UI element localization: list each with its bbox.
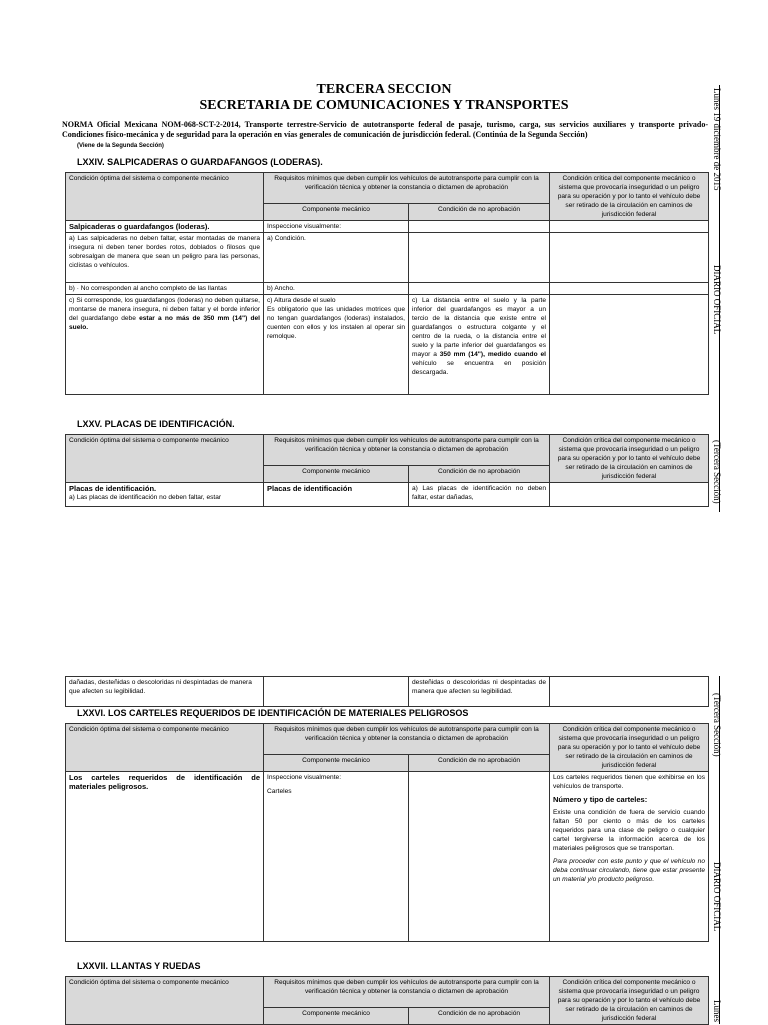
row-cell-empty [550, 283, 709, 295]
cell-subheading: Número y tipo de carteles: [553, 795, 648, 804]
cell-text: c) La distancia entre el suelo y la parte inferior del guardafangos es mayor a un tercio de la distancia que existe entre el guardafangos o estructura colgante y el centro de la rueda, o la distancia entre el suelo y la parte inferior del guardafangos es mayor a [412, 297, 547, 358]
header-no-aprobacion: Condición de no aprobación [409, 1007, 550, 1024]
cell-text: Es obligatorio que las unidades motrices que no tengan guardafangos (loderas) instalados, cuenten con ellos y los instalen al operar sin remolque. [267, 306, 405, 340]
row-cell: b) · No corresponden al ancho completo de las llantas [66, 283, 264, 295]
header-componente: Componente mecánico [264, 754, 409, 771]
section-lxxvii-title: LXXVII. LLANTAS Y RUEDAS [77, 961, 201, 971]
row-cell: b) Ancho. [264, 283, 409, 295]
cell-text: c) Altura desde el suelo [267, 297, 336, 304]
row-cell: a) Las placas de identificación no deben faltar, estar dañadas, [409, 483, 550, 507]
header-no-aprobacion: Condición de no aprobación [409, 754, 550, 771]
side-date-top: Lunes 19 diciembre de 2015 [712, 88, 722, 191]
row-cell-empty [550, 233, 709, 283]
cell-text: Inspeccione visualmente: [267, 774, 342, 781]
table-lxxvi [65, 723, 709, 942]
cell-text-italic: Para proceder con este punto y que el vehículo no deba continuar circulando, tiene que estar presente un material y/o producto peligroso. [553, 858, 706, 883]
side-date-bottom: Lunes [712, 1000, 722, 1022]
row-cell-empty [264, 677, 409, 707]
cell-text: Los carteles requeridos tienen que exhibirse en los vehículos de transporte. [553, 774, 706, 790]
header-condicion-critica: Condición crítica del componente mecánico o sistema que provocaría inseguridad o un peligro para su operación y por lo tanto el vehículo debe ser retirado de la circulación en caminos de jurisdicción federal [550, 977, 709, 1025]
row-cell [264, 772, 409, 942]
table-lxxv [65, 434, 709, 507]
cell-text-bold: estar a no más de 350 mm (14") del suelo. [69, 315, 260, 331]
ministry-title: SECRETARIA DE COMUNICACIONES Y TRANSPORTES [199, 98, 569, 113]
row-label: Salpicaderas o guardafangos (loderas). [66, 221, 264, 233]
header-condicion-optima: Condición óptima del sistema o componente mecánico [66, 435, 264, 483]
row-cell [264, 295, 409, 395]
table-lxxvii [65, 976, 709, 1025]
header-componente: Componente mecánico [264, 465, 409, 482]
table-lxxiv [65, 172, 709, 395]
header-no-aprobacion: Condición de no aprobación [409, 465, 550, 482]
header-no-aprobacion: Condición de no aprobación [409, 203, 550, 220]
cell-text: a) Las placas de identificación no deben faltar, estar [69, 494, 222, 501]
cell-text: c) Si corresponde, los guardafangos (loderas) no deben quitarse, montarse de manera insegura, ni deben faltar y el borde inferior del guardafango debe [69, 297, 260, 322]
row-label: Los carteles requeridos de identificación de materiales peligrosos. [66, 772, 264, 942]
header-componente: Componente mecánico [264, 203, 409, 220]
row-cell [66, 483, 264, 507]
viene-note: (Viene de la Segunda Sección) [77, 143, 164, 149]
header-requisitos: Requisitos mínimos que deben cumplir los vehículos de autotransporte para cumplir con la verificación técnica y obtener la constancia o dictamen de aprobación [264, 724, 550, 755]
section-lxxv-title: LXXV. PLACAS DE IDENTIFICACIÓN. [77, 419, 235, 429]
row-cell-empty [409, 283, 550, 295]
row-cell-empty [409, 233, 550, 283]
header-componente: Componente mecánico [264, 1007, 409, 1024]
row-cell-empty [550, 221, 709, 233]
row-cell-empty [550, 295, 709, 395]
header-condicion-critica: Condición crítica del componente mecánico o sistema que provocaría inseguridad o un peligro para su operación y por lo tanto el vehículo debe ser retirado de la circulación en caminos de jurisdicción federal [550, 435, 709, 483]
row-cell-empty [550, 483, 709, 507]
row-cell: a) Las salpicaderas no deben faltar, estar montadas de manera insegura ni deben tener bordes rotos, doblados o filosos que sobresalgan de manera que sean un peligro para las personas, ciclistas o vehículos. [66, 233, 264, 283]
row-cell: dañadas, desteñidas o descoloridas ni despintadas de manera que afecten su legibilidad. [66, 677, 264, 707]
row-label: Placas de identificación. [69, 484, 157, 493]
cell-text: vehículo se encuentra en posición descargada. [412, 360, 547, 376]
header-condicion-optima: Condición óptima del sistema o componente mecánico [66, 173, 264, 221]
header-requisitos: Requisitos mínimos que deben cumplir los vehículos de autotransporte para cumplir con la verificación técnica y obtener la constancia o dictamen de aprobación [264, 173, 550, 204]
cell-text-bold: 350 mm (14"), medido cuando el [439, 351, 546, 358]
row-cell: Inspeccione visualmente: [264, 221, 409, 233]
header-condicion-optima: Condición óptima del sistema o componente mecánico [66, 724, 264, 772]
side-diario-bottom: DIARIO OFICIAL [712, 862, 722, 932]
side-tercera-top: (Tercera Sección) [712, 440, 722, 504]
row-cell [550, 772, 709, 942]
row-cell-empty [550, 677, 709, 707]
section-title: TERCERA SECCION [316, 82, 452, 97]
header-condicion-optima: Condición óptima del sistema o componente mecánico [66, 977, 264, 1025]
row-cell-empty [409, 221, 550, 233]
row-cell-empty [409, 772, 550, 942]
row-cell [409, 295, 550, 395]
header-requisitos: Requisitos mínimos que deben cumplir los vehículos de autotransporte para cumplir con la verificación técnica y obtener la constancia o dictamen de aprobación [264, 435, 550, 466]
section-lxxvi-title: LXXVI. LOS CARTELES REQUERIDOS DE IDENTIFICACIÓN DE MATERIALES PELIGROSOS [77, 708, 469, 718]
cell-text: Existe una condición de fuera de servicio cuando faltan 50 por ciento o más de los carteles requeridos para una clase de peligro o cualquier cartel tergiverse la información acerca de los materiales peligrosos que se transportan. [553, 809, 706, 852]
table-lxxv-continuation [65, 676, 709, 707]
side-diario-top: DIARIO OFICIAL [712, 265, 722, 335]
row-cell [66, 295, 264, 395]
header-condicion-critica: Condición crítica del componente mecánico o sistema que provocaría inseguridad o un peligro para su operación y por lo tanto el vehículo debe ser retirado de la circulación en caminos de jurisdicción federal [550, 173, 709, 221]
header-requisitos: Requisitos mínimos que deben cumplir los vehículos de autotransporte para cumplir con la verificación técnica y obtener la constancia o dictamen de aprobación [264, 977, 550, 1008]
section-lxxiv-title: LXXIV. SALPICADERAS O GUARDAFANGOS (LODERAS). [77, 157, 323, 167]
norma-title: NORMA Oficial Mexicana NOM-068-SCT-2-2014, Transporte terrestre-Servicio de autotransporte federal de pasaje, turismo, carga, sus servicios auxiliares y transporte privado-Condiciones físico-mecánica y de seguridad para la operación en vías generales de comunicación de jurisdicción federal. (Continúa de la Segunda Sección) [62, 120, 708, 139]
row-cell: desteñidas o descoloridas ni despintadas de manera que afecten su legibilidad. [409, 677, 550, 707]
row-cell: a) Condición. [264, 233, 409, 283]
row-label: Placas de identificación [264, 483, 409, 507]
cell-text: Carteles [267, 788, 292, 795]
side-tercera-bottom: (Tercera Sección) [712, 693, 722, 757]
header-condicion-critica: Condición crítica del componente mecánico o sistema que provocaría inseguridad o un peligro para su operación y por lo tanto el vehículo debe ser retirado de la circulación en caminos de jurisdicción federal [550, 724, 709, 772]
